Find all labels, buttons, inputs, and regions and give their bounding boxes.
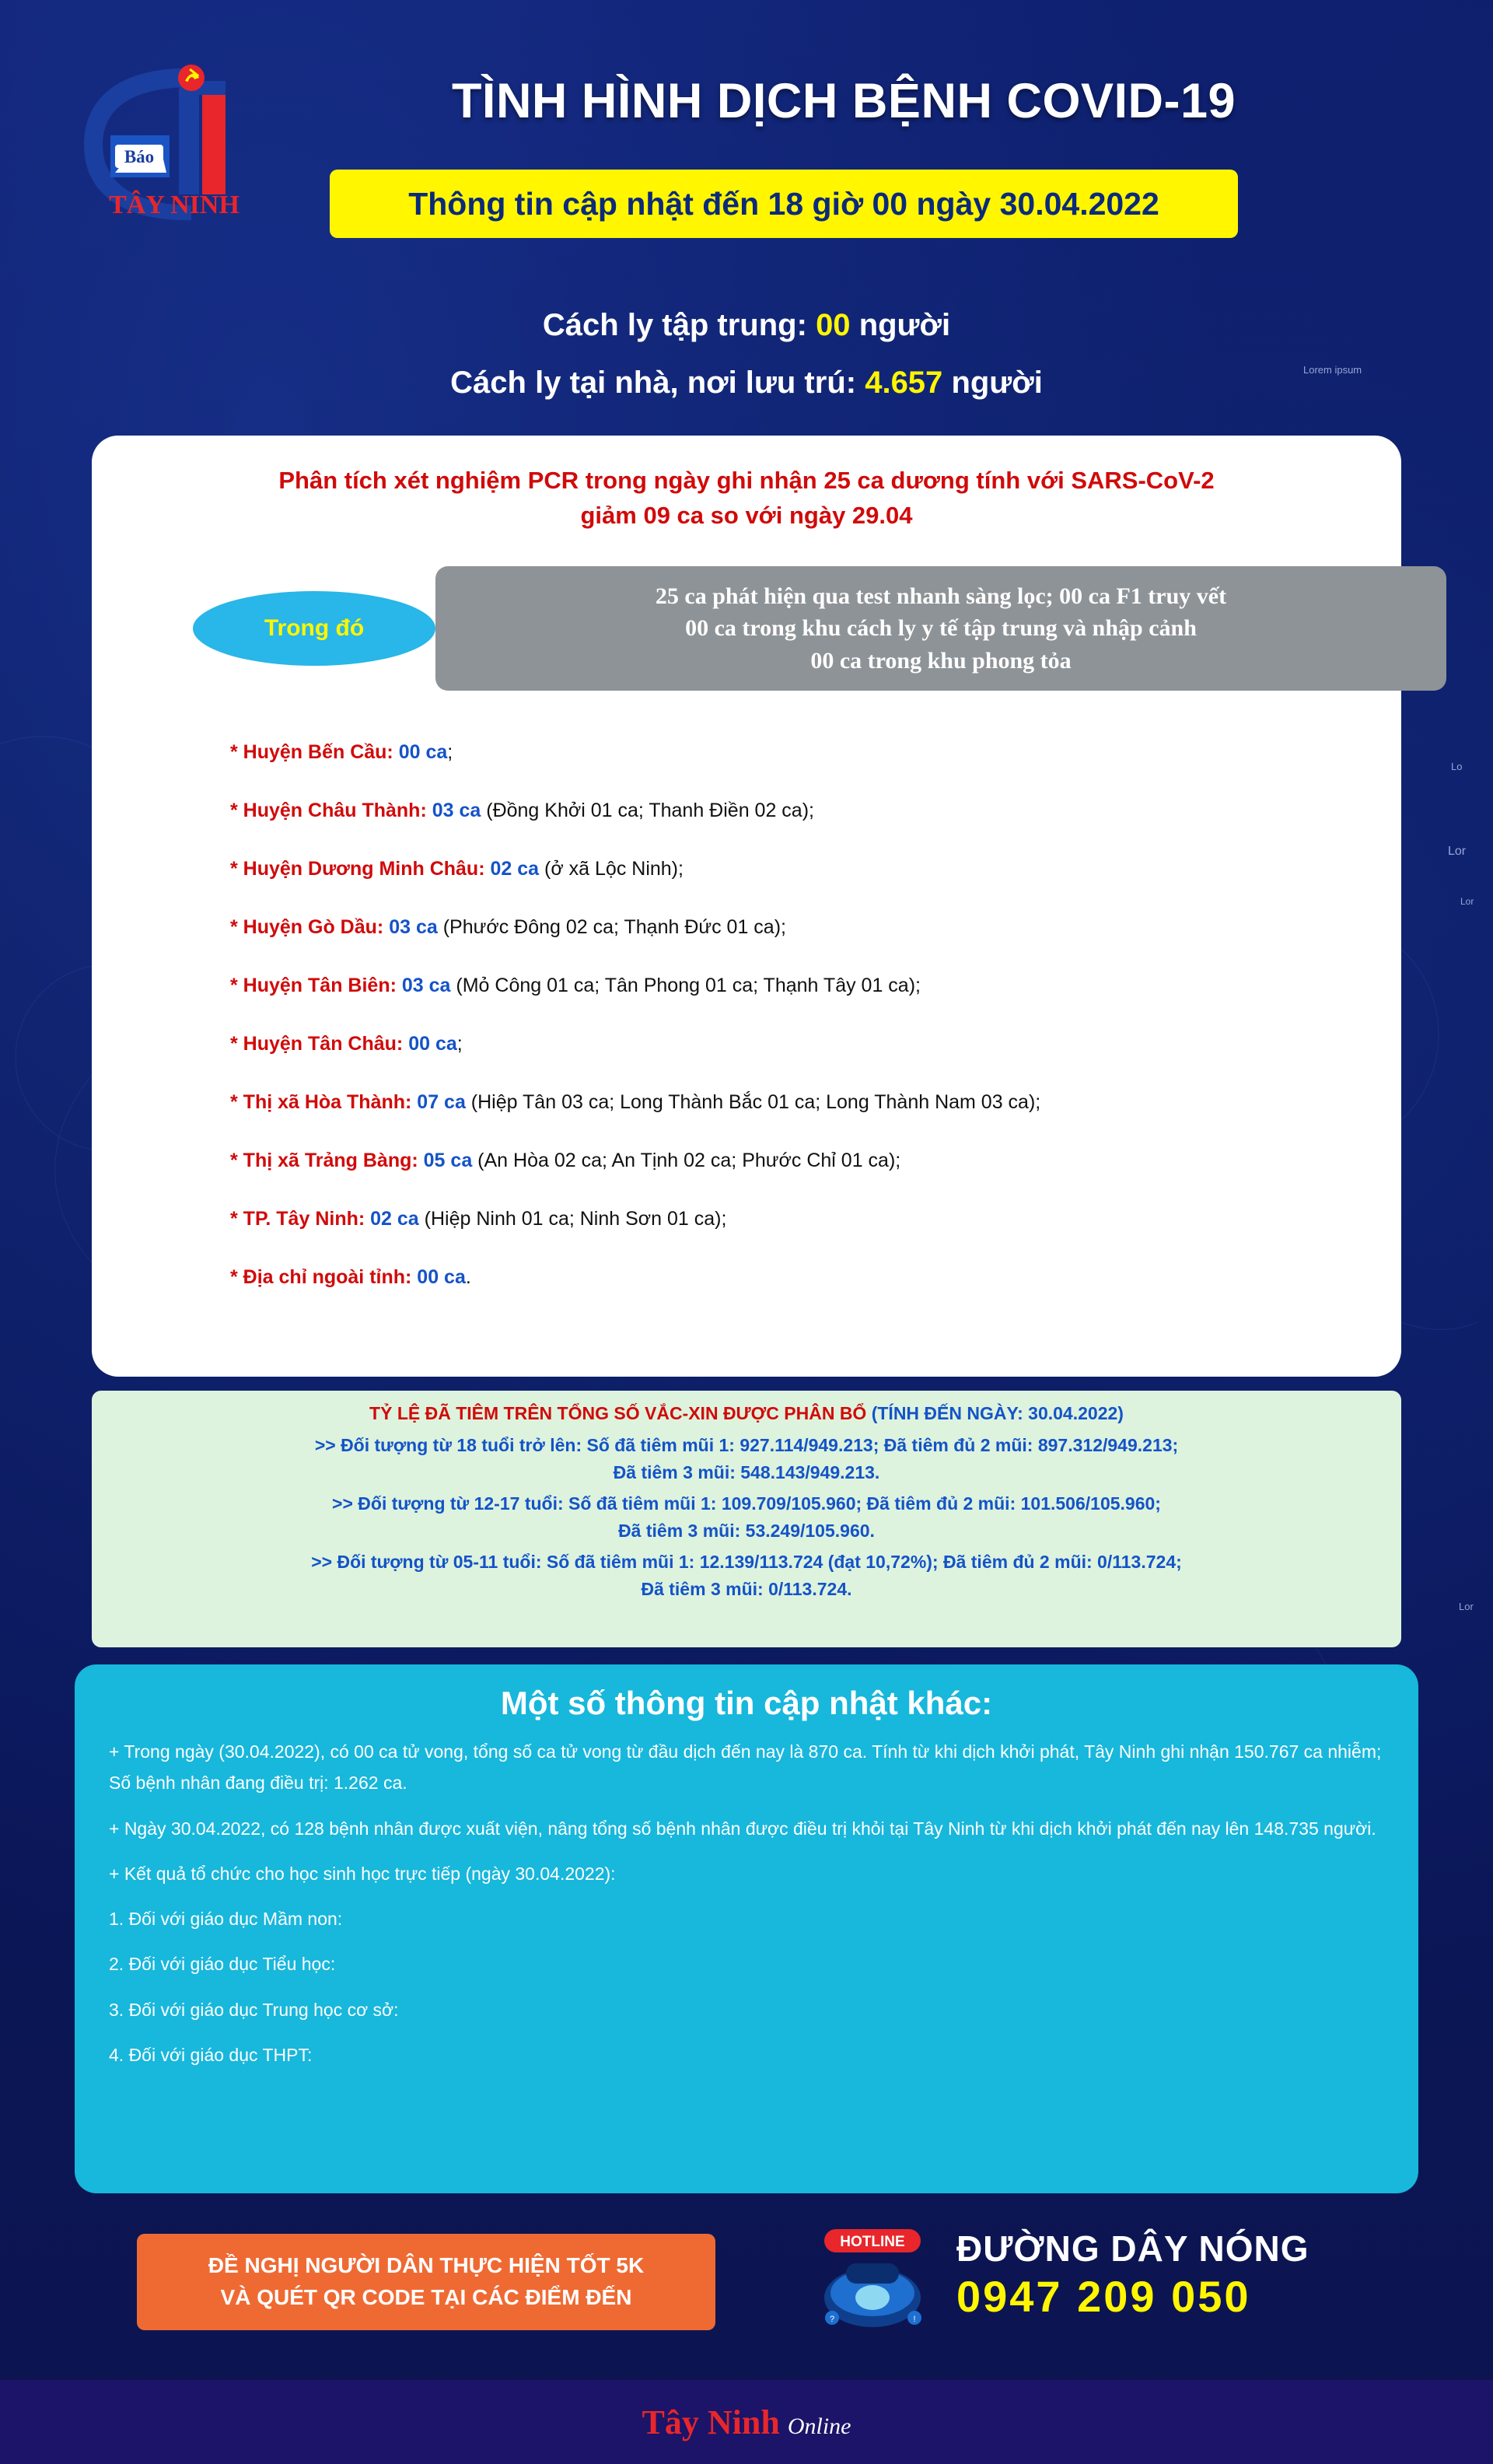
vaccination-group-05-11-line2: Đã tiêm 3 mũi: 0/113.724. — [641, 1578, 852, 1599]
district-detail: (Đồng Khởi 01 ca; Thanh Điền 02 ca); — [481, 800, 814, 821]
lorem-text-b: Lo — [1451, 761, 1463, 772]
quarantine-central-value: 00 — [816, 308, 851, 342]
list-item — [230, 723, 1381, 782]
vaccination-group-12-17-line1: >> Đối tượng từ 12-17 tuổi: Số đã tiêm mũi 1: 109.709/105.960; Đã tiêm đủ 2 mũi: 101.506/105.960; — [332, 1493, 1161, 1514]
pcr-title-line1: Phân tích xét nghiệm PCR trong ngày ghi nhận 25 ca dương tính với SARS-CoV-2 — [278, 467, 1215, 494]
svg-text:Báo: Báo — [124, 147, 155, 166]
district-detail: (ở xã Lộc Ninh); — [539, 858, 684, 880]
district-detail: ; — [447, 741, 453, 763]
5k-reminder-banner — [137, 2234, 715, 2330]
hotline-text — [956, 2228, 1309, 2322]
list-item — [230, 840, 1381, 898]
vaccination-title-date: (TÍNH ĐẾN NGÀY: 30.04.2022) — [871, 1403, 1124, 1423]
quarantine-central-label: Cách ly tập trung: — [542, 308, 807, 342]
hotline-phone-icon — [801, 2226, 946, 2332]
district-name: * Huyện Châu Thành: — [230, 800, 432, 821]
pcr-title — [138, 464, 1355, 534]
page-title: TÌNH HÌNH DỊCH BỆNH COVID-19 — [451, 74, 1236, 128]
vaccination-title-main: TỶ LỆ ĐÃ TIÊM TRÊN TỔNG SỐ VẮC-XIN ĐƯỢC PHÂN BỔ — [369, 1403, 872, 1423]
list-item — [230, 1248, 1381, 1307]
quarantine-home-unit: người — [951, 366, 1043, 400]
vaccination-group-05-11-line1: >> Đối tượng từ 05-11 tuổi: Số đã tiêm mũi 1: 12.139/113.724 (đạt 10,72%); Đã tiêm đủ 2 mũi: 0/113.724; — [311, 1552, 1182, 1572]
quarantine-home-line — [0, 366, 1493, 401]
tay-ninh-newspaper-logo — [75, 61, 323, 228]
district-detail: (Hiệp Tân 03 ca; Long Thành Bắc 01 ca; Long Thành Nam 03 ca); — [465, 1091, 1041, 1113]
quarantine-central-unit: người — [858, 308, 951, 342]
district-count: 03 ca — [432, 800, 481, 821]
5k-reminder-line1: ĐỀ NGHỊ NGƯỜI DÂN THỰC HIỆN TỐT 5K — [208, 2253, 645, 2278]
district-name: * Thị xã Trảng Bàng: — [230, 1150, 424, 1171]
vaccination-stats-box — [92, 1391, 1401, 1647]
district-name: * Huyện Gò Dầu: — [230, 916, 390, 938]
quarantine-home-label: Cách ly tại nhà, nơi lưu trú: — [450, 366, 857, 400]
hotline-block — [801, 2224, 1392, 2333]
vaccination-group-12-17-line2: Đã tiêm 3 mũi: 53.249/105.960. — [618, 1520, 875, 1541]
district-count: 02 ca — [490, 858, 540, 880]
brand-logo — [642, 2403, 851, 2442]
pcr-result-panel — [92, 436, 1401, 1377]
update-time-text: Thông tin cập nhật đến 18 giờ 00 ngày 30.04.2022 — [408, 185, 1159, 222]
quarantine-home-value: 4.657 — [865, 366, 943, 400]
header — [0, 0, 1493, 436]
other-updates-paragraph: 4. Đối với giáo dục THPT: — [109, 2044, 313, 2065]
list-item — [230, 1132, 1381, 1190]
district-name: * Huyện Tân Châu: — [230, 1033, 409, 1055]
district-count: 00 ca — [398, 741, 448, 763]
list-item — [230, 1015, 1381, 1073]
other-updates-paragraph: + Trong ngày (30.04.2022), có 00 ca tử vong, tổng số ca tử vong từ đầu dịch đến nay là 870 ca. Tính từ khi dịch khởi phát, Tây Ninh ghi nhận 150.767 ca nhiễm; Số bệnh nhân đang điều trị: 1.262 ca. — [109, 1741, 1382, 1794]
lorem-text-e: Lor — [1459, 1601, 1474, 1612]
brand-suffix: Online — [787, 2413, 851, 2439]
district-detail: (Hiệp Ninh 01 ca; Ninh Sơn 01 ca); — [418, 1208, 727, 1230]
list-item — [230, 898, 1381, 957]
district-name: * Huyện Bến Cầu: — [230, 741, 399, 763]
district-name: * Huyện Tân Biên: — [230, 975, 402, 996]
district-detail: (An Hòa 02 ca; An Tịnh 02 ca; Phước Chỉ 01 ca); — [472, 1150, 901, 1171]
list-item — [230, 782, 1381, 840]
hotline-label: ĐƯỜNG DÂY NÓNG — [956, 2228, 1309, 2269]
case-breakdown-line1: 25 ca phát hiện qua test nhanh sàng lọc; 00 ca F1 truy vết — [655, 583, 1227, 609]
other-updates-heading: Một số thông tin cập nhật khác: — [500, 1685, 993, 1721]
district-name: * Huyện Dương Minh Châu: — [230, 858, 491, 880]
district-name: * Thị xã Hòa Thành: — [230, 1091, 418, 1113]
svg-text:?: ? — [829, 2315, 835, 2324]
vaccination-title — [109, 1403, 1384, 1424]
vaccination-group-12-17 — [109, 1490, 1384, 1544]
other-updates-box — [75, 1664, 1418, 2193]
lorem-text-c: Lor — [1448, 845, 1467, 858]
lorem-text-a: Lorem ipsum — [1303, 364, 1362, 376]
brand-name: Tây Ninh — [642, 2403, 780, 2441]
district-count: 05 ca — [423, 1150, 473, 1171]
district-count: 07 ca — [417, 1091, 466, 1113]
district-count: 00 ca — [417, 1266, 466, 1288]
svg-text:HOTLINE: HOTLINE — [840, 2234, 905, 2250]
other-updates-paragraph: 2. Đối với giáo dục Tiểu học: — [109, 1954, 336, 1975]
district-name: * Địa chỉ ngoài tỉnh: — [230, 1266, 418, 1288]
5k-reminder-line2: VÀ QUÉT QR CODE TẠI CÁC ĐIỂM ĐẾN — [220, 2285, 632, 2309]
update-time-band — [330, 170, 1238, 238]
other-updates-paragraph: 1. Đối với giáo dục Mầm non: — [109, 1909, 343, 1929]
trong-do-label: Trong đó — [264, 615, 365, 641]
other-updates-paragraph: + Kết quả tổ chức cho học sinh học trực tiếp (ngày 30.04.2022): — [109, 1863, 616, 1884]
svg-text:!: ! — [913, 2315, 916, 2324]
vaccination-group-18plus-line1: >> Đối tượng từ 18 tuổi trở lên: Số đã tiêm mũi 1: 927.114/949.213; Đã tiêm đủ 2 mũi: 897.312/949.213; — [314, 1435, 1179, 1455]
district-name: * TP. Tây Ninh: — [230, 1208, 371, 1230]
list-item — [230, 1190, 1381, 1248]
lorem-text-d: Lor — [1460, 896, 1474, 907]
trong-do-badge — [193, 591, 435, 666]
district-detail: ; — [456, 1033, 463, 1055]
district-detail: (Phước Đông 02 ca; Thạnh Đức 01 ca); — [437, 916, 786, 938]
other-updates-paragraph: + Ngày 30.04.2022, có 128 bệnh nhân được xuất viện, nâng tổng số bệnh nhân được điều trị khỏi tại Tây Ninh từ khi dịch khởi phát đến nay lên 148.735 người. — [109, 1818, 1376, 1839]
district-count: 02 ca — [370, 1208, 419, 1230]
vaccination-group-05-11 — [109, 1549, 1384, 1602]
district-count: 03 ca — [389, 916, 438, 938]
bottom-brand-bar — [0, 2380, 1493, 2464]
pcr-title-line2: giảm 09 ca so với ngày 29.04 — [580, 501, 913, 529]
district-detail: . — [465, 1266, 471, 1288]
vaccination-group-18plus-line2: Đã tiêm 3 mũi: 548.143/949.213. — [613, 1461, 880, 1482]
vaccination-group-18plus — [109, 1432, 1384, 1486]
case-breakdown-line2: 00 ca trong khu cách ly y tế tập trung và nhập cảnh — [685, 615, 1197, 642]
district-detail: (Mỏ Công 01 ca; Tân Phong 01 ca; Thạnh Tây 01 ca); — [450, 975, 921, 996]
other-updates-paragraph: 3. Đối với giáo dục Trung học cơ sở: — [109, 1999, 399, 2020]
case-breakdown-line3: 00 ca trong khu phong tỏa — [810, 647, 1072, 674]
list-item — [230, 957, 1381, 1015]
district-count: 00 ca — [408, 1033, 457, 1055]
hotline-number: 0947 209 050 — [956, 2272, 1251, 2321]
quarantine-central-line — [0, 308, 1493, 343]
svg-text:TÂY NINH: TÂY NINH — [109, 191, 240, 219]
case-breakdown-box — [435, 566, 1446, 691]
list-item — [230, 1073, 1381, 1132]
district-case-list — [230, 723, 1381, 1307]
district-count: 03 ca — [401, 975, 451, 996]
